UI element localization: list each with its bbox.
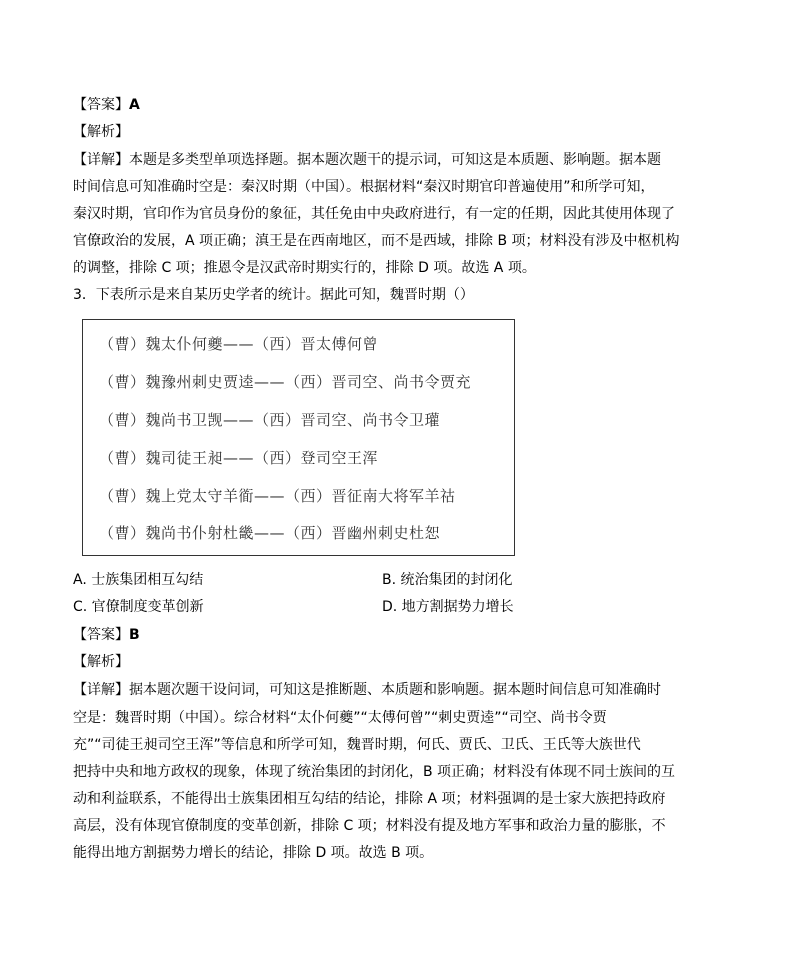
q2-answer (73, 95, 140, 115)
q3-detail-line: 充”“司徒王昶司空王浑”等信息和所学可知，魏晋时期，何氏、贾氏、卫氏、王氏等大族世代 (73, 737, 641, 753)
q3-detail-line: 高层，没有体现官僚制度的变革创新，排除 C 项；材料没有提及地方军事和政治力量的膨胀，不 (73, 818, 666, 834)
q2-detail-line: 的调整，排除 C 项；推恩令是汉武帝时期实行的，排除 D 项。故选 A 项。 (73, 260, 536, 276)
answer-value: A (129, 97, 140, 113)
q3-answer (73, 625, 140, 645)
table-row: （曹）魏司徒王昶——（西）登司空王浑 (99, 449, 379, 467)
q2-detail-line: 【详解】本题是多类型单项选择题。据本题次题干的提示词，可知这是本质题、影响题。据本题 (73, 152, 661, 168)
answer-label: 【答案】 (73, 97, 129, 113)
table-row: （曹）魏尚书仆射杜畿——（西）晋幽州刺史杜恕 (99, 524, 441, 542)
q3-stem: 3．下表所示是来自某历史学者的统计。据此可知，魏晋时期（） (73, 287, 474, 303)
table-row: （曹）魏尚书卫觊——（西）晋司空、尚书令卫瓘 (99, 411, 441, 429)
option-c: C. 官僚制度变革创新 (73, 599, 204, 615)
q2-detail-line: 秦汉时期，官印作为官员身份的象征，其任免由中央政府进行，有一定的任期，因此其使用体现了 (73, 206, 675, 222)
option-d: D. 地方割据势力增长 (382, 599, 514, 615)
q2-detail-line: 官僚政治的发展，A 项正确；滇王是在西南地区，而不是西域，排除 B 项；材料没有涉及中枢机构 (73, 233, 680, 249)
q3-detail-line: 能得出地方割据势力增长的结论，排除 D 项。故选 B 项。 (73, 845, 434, 861)
table-row: （曹）魏豫州刺史贾逵——（西）晋司空、尚书令贾充 (99, 373, 472, 391)
q3-detail-line: 动和利益联系，不能得出士族集团相互勾结的结论，排除 A 项；材料强调的是士家大族把持政府 (73, 791, 666, 807)
q3-detail-line: 【详解】据本题次题干设问词，可知这是推断题、本质题和影响题。据本题时间信息可知准确时 (73, 682, 661, 698)
q2-analysis-label: 【解析】 (73, 124, 129, 140)
option-b: B. 统治集团的封闭化 (382, 572, 513, 588)
q3-analysis-label: 【解析】 (73, 654, 129, 670)
answer-value: B (129, 627, 140, 643)
q3-detail-line: 空是：魏晋时期（中国）。综合材料“太仆何夔”“太傅何曾”“刺史贾逵”“司空、尚书令贾 (73, 710, 607, 726)
material-table (82, 319, 515, 556)
table-row: （曹）魏太仆何夔——（西）晋太傅何曾 (99, 335, 379, 353)
q3-detail-line: 把持中央和地方政权的现象，体现了统治集团的封闭化，B 项正确；材料没有体现不同士族间的互 (73, 764, 676, 780)
q2-detail-line: 时间信息可知准确时空是：秦汉时期（中国）。根据材料“秦汉时期官印普遍使用”和所学可知， (73, 179, 655, 195)
table-row: （曹）魏上党太守羊衜——（西）晋征南大将军羊祜 (99, 487, 456, 505)
option-a: A. 士族集团相互勾结 (73, 572, 204, 588)
answer-label: 【答案】 (73, 627, 129, 643)
